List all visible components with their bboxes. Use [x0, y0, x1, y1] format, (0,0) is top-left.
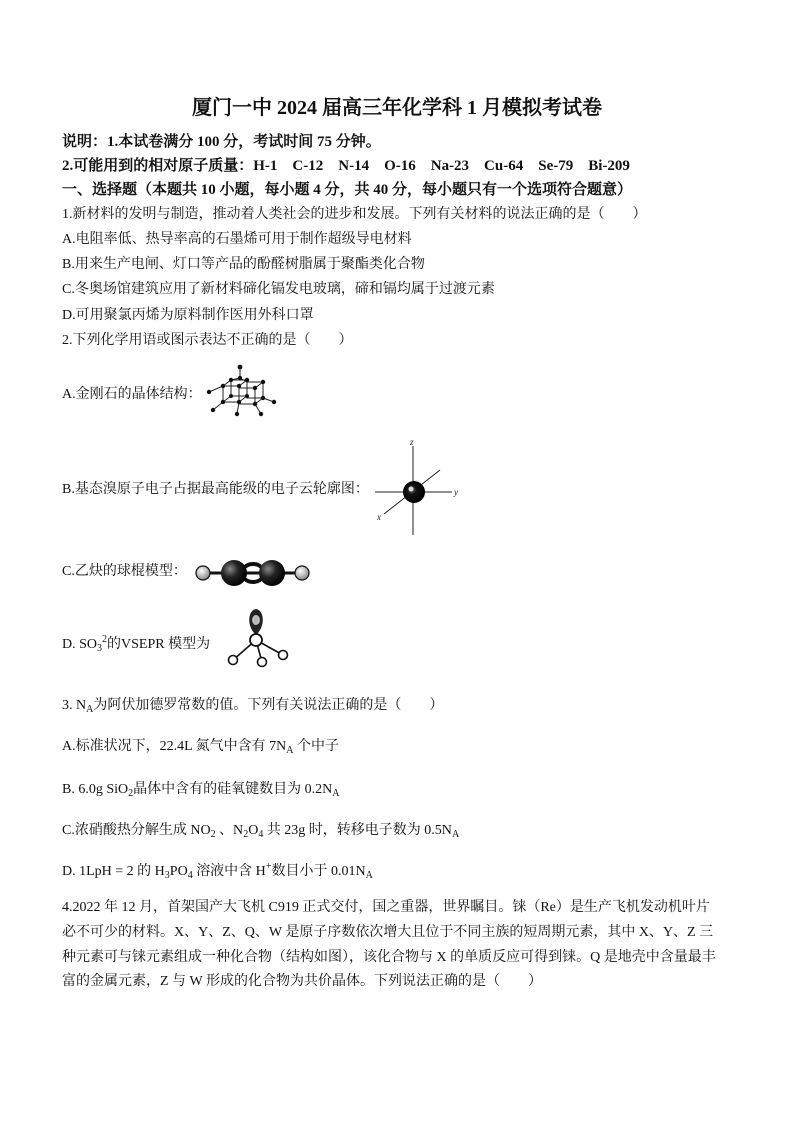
q3-option-a [62, 738, 339, 756]
q3-option-d-text-mid: 溶液中含 H [192, 864, 266, 879]
q2-stem: 2.下列化学用语或图示表达不正确的是（ ） [62, 333, 353, 348]
q4-line-3: 种元素可与铼元素组成一种化合物（结构如图），该化合物与 X 的单质反应可得到铼。Q 是地壳中含量最丰 [62, 950, 716, 965]
q4-line-4: 富的金属元素，Z 与 W 形成的化合物为共价晶体。下列说法正确的是（ ） [62, 974, 543, 989]
vsepr-model-diagram [222, 604, 290, 668]
s-orbital-sphere [403, 481, 425, 503]
diamond-bonds [209, 367, 274, 414]
subscript: 2 [243, 829, 249, 840]
carbon-atom-right [259, 560, 285, 586]
q2-option-b: B.基态溴原子电子占据最高能级的电子云轮廓图： [62, 482, 369, 497]
formula-text: 7N [269, 739, 287, 754]
note-line-1: 说明：1.本试卷满分 100 分，考试时间 75 分钟。 [62, 134, 381, 150]
q1-option-b: B.用来生产电闸、灯口等产品的酚醛树脂属于聚酯类化合物 [62, 257, 425, 272]
acetylene-ball-stick-model [192, 555, 314, 591]
q2-option-d [62, 636, 210, 654]
q1-option-c: C.冬奥场馆建筑应用了新材料碲化镉发电玻璃，碲和镉均属于过渡元素 [62, 282, 495, 297]
q3-option-b-text-mid: 晶体中含有的硅氧键数目为 0.2N [133, 782, 333, 797]
q4-line-1: 4.2022 年 12 月，首架国产大飞机 C919 正式交付，国之重器，世界瞩目。铼（Re）是生产飞机发动机叶片 [62, 900, 710, 915]
subscript: A [332, 788, 340, 799]
superscript: + [265, 861, 272, 872]
subscript: 2 [210, 829, 216, 840]
subscript: A [286, 745, 294, 756]
electron-cloud-diagram [370, 438, 465, 538]
sulfur-atom [250, 634, 262, 646]
section-heading: 一、选择题（本题共 10 小题，每小题 4 分，共 40 分，每小题只有一个选项符合题意） [62, 182, 633, 198]
superscript: 2 [102, 634, 108, 645]
carbon-atoms [207, 365, 276, 417]
formula-text: O [248, 823, 259, 838]
z-axis-label: z [410, 437, 414, 447]
q3-stem-text: 3. N [62, 698, 87, 713]
q3-option-d-text: D. 1LpH = 2 的 H [62, 864, 165, 879]
subscript: A [365, 870, 373, 881]
sphere-highlight [409, 487, 414, 492]
subscript: 3 [97, 643, 103, 654]
formula-text: PO [169, 864, 188, 879]
hydrogen-atom-left [196, 566, 210, 580]
subscript: A [86, 704, 94, 715]
x-axis-label: x [377, 512, 381, 522]
oxygen-atom-2 [258, 658, 267, 667]
q3-stem [62, 697, 443, 715]
q2-option-c: C.乙炔的球棍模型： [62, 564, 187, 579]
note-line-2: 2.可能用到的相对原子质量：H-1 C-12 N-14 O-16 Na-23 Cu-64 Se-79 Bi-209 [62, 158, 630, 174]
q2-option-d-text: D. SO [62, 637, 98, 652]
hydrogen-atom-right [295, 566, 309, 580]
carbon-atom-left [221, 560, 247, 586]
q3-option-b-text: B. 6.0g SiO [62, 782, 129, 797]
subscript: 2 [128, 788, 134, 799]
oxygen-atom-1 [229, 656, 238, 665]
subscript: A [451, 829, 460, 840]
page-title: 厦门一中 2024 届高三年化学科 1 月模拟考试卷 [192, 97, 602, 119]
q3-option-b [62, 781, 339, 799]
q3-option-a-text: A.标准状况下，22.4L 氮气中含有 [62, 739, 270, 754]
formula-text: 、N [215, 823, 244, 838]
subscript: 3 [164, 870, 170, 881]
q2-option-a: A.金刚石的晶体结构： [62, 387, 202, 402]
q3-option-c-text: C.浓硝酸热分解生成 NO [62, 823, 211, 838]
q3-stem-text-tail: 为阿伏加德罗常数的值。下列有关说法正确的是（ ） [93, 698, 444, 713]
q1-option-d: D.可用聚氯丙烯为原料制作医用外科口罩 [62, 308, 314, 323]
q3-option-a-text-tail: 个中子 [293, 739, 340, 754]
diamond-crystal-structure-diagram [203, 362, 279, 420]
q3-option-d [62, 863, 373, 881]
oxygen-atom-3 [279, 651, 288, 660]
q3-option-c [62, 822, 459, 840]
q2-option-d-text-tail: 的VSEPR 模型为 [107, 637, 211, 652]
subscript: 4 [187, 870, 193, 881]
q3-option-d-text-tail: 数目小于 0.01N [271, 864, 366, 879]
lone-pair-highlight [252, 615, 260, 625]
q4-line-2: 必不可少的材料。X、Y、Z、Q、W 是原子序数依次增大且位于不同主族的短周期元素，其中 X、Y、Z 三 [62, 925, 714, 940]
q1-stem: 1.新材料的发明与制造，推动着人类社会的进步和发展。下列有关材料的说法正确的是（ ） [62, 207, 647, 222]
subscript: 4 [258, 829, 264, 840]
q3-option-c-text-tail: 共 23g 时，转移电子数为 0.5N [263, 823, 452, 838]
y-axis-label: y [454, 487, 458, 497]
q1-option-a: A.电阻率低、热导率高的石墨烯可用于制作超级导电材料 [62, 232, 412, 247]
